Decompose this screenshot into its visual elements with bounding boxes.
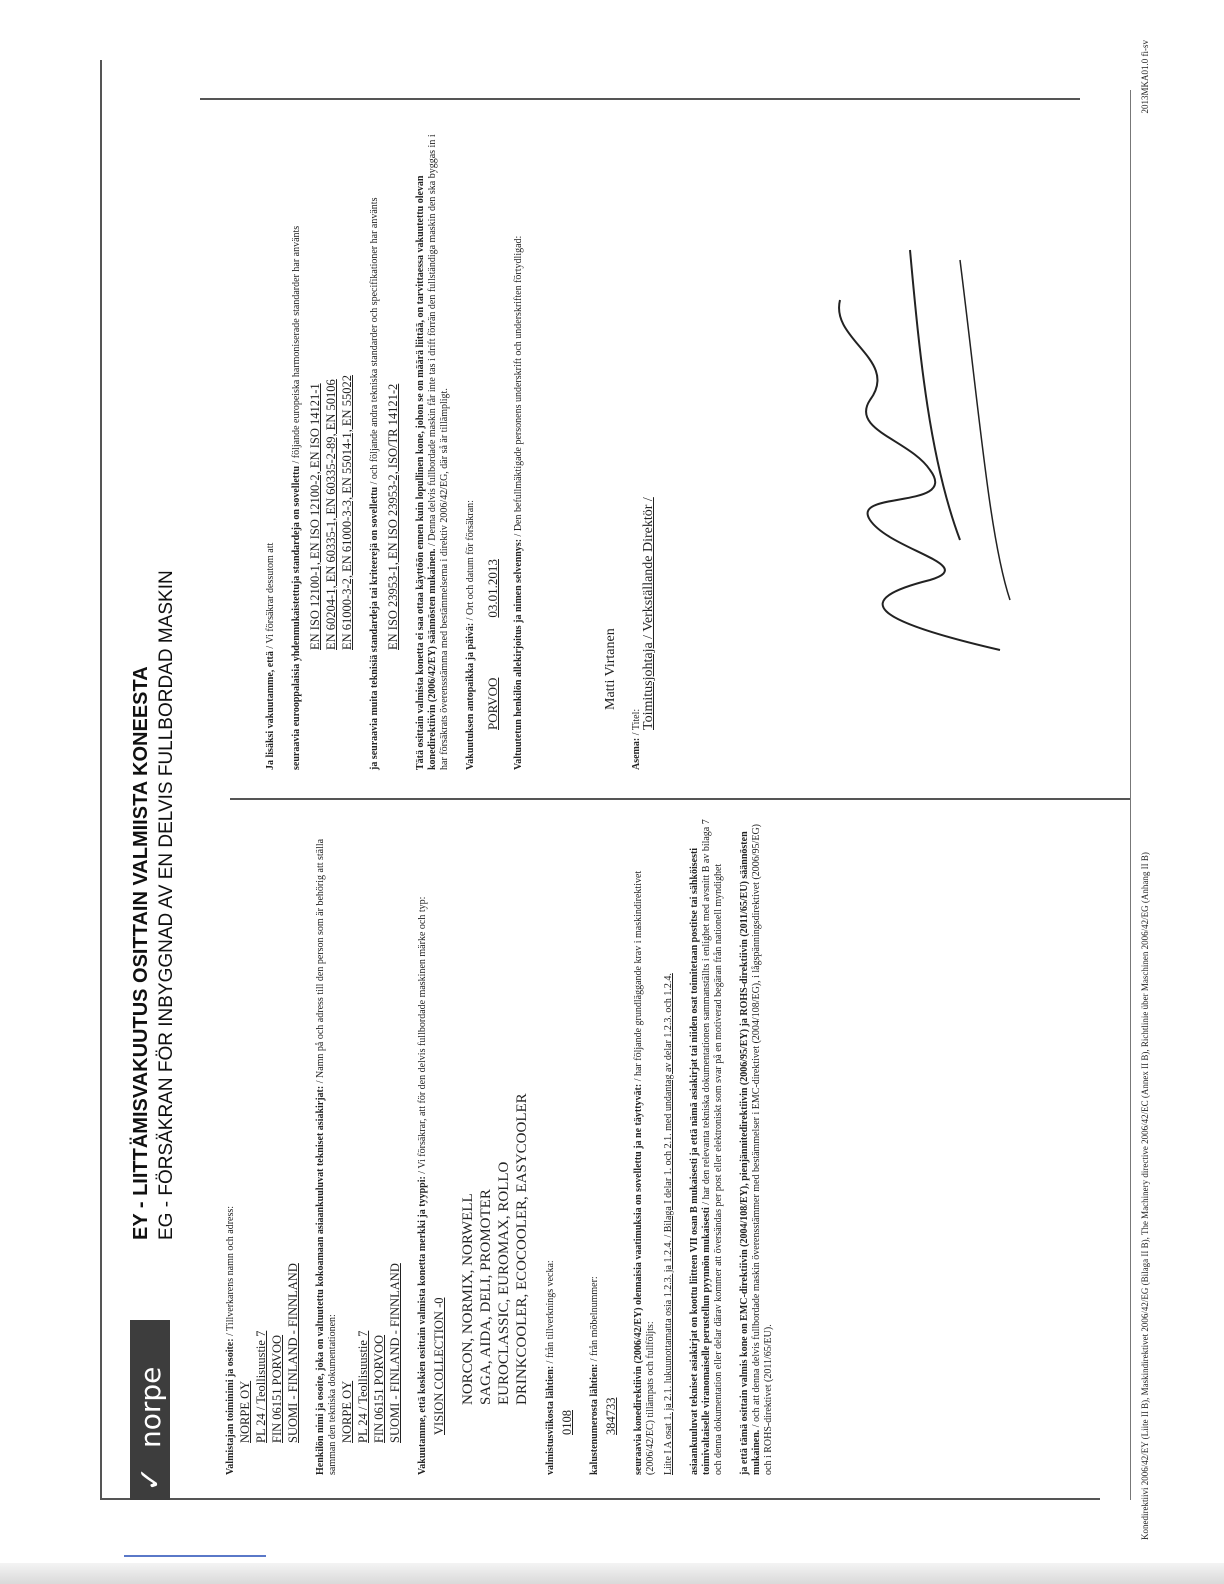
logo-text: norpe xyxy=(133,1366,167,1448)
footer-doc-code: 2013MKA01.0 fi-sv xyxy=(1140,40,1150,114)
place-block xyxy=(465,130,499,770)
title-value: Toimitusjohtaja / Verkställande Direktör / xyxy=(641,497,656,730)
date-value: 03.01.2013 xyxy=(485,559,500,618)
declaration-label xyxy=(417,815,429,1475)
rotated-document-sheet xyxy=(50,20,1170,1540)
documents-block xyxy=(689,815,725,1475)
harmonised-label xyxy=(291,130,303,770)
emc-label-sv: / och att denna delvis fullbordade maskin överensstämmer med bestämmelser i EMC-direktivet (2004/108/EG), i lågspänningsdirektivet (2006/95/EG) och i ROHS-direktivet (2011/65/EU). xyxy=(751,824,774,1475)
manufacturer-label-fi: Valmistajan toiminimi ja osoite: xyxy=(225,1338,236,1475)
furniture-value xyxy=(603,815,619,1475)
frame-line-middle xyxy=(230,798,1130,800)
frame-line-left xyxy=(100,1498,1100,1500)
address-line: SUOMI - FINLAND - FINNLAND xyxy=(388,1263,402,1443)
brand-line: EUROCLASSIC, EUROMAX, ROLLO xyxy=(496,1161,512,1405)
model-name: VISION COLLECTION -0 xyxy=(432,1297,446,1435)
requirements-label-fi: seuraavia konedirektiivin (2006/42/EY) olennaisia vaatimuksia on sovellettu ja ne täyttyvät: xyxy=(633,1083,644,1475)
requirements-annex: Liite I A osat 1. ja 2.1. lukuunottamatta osia 1.2.3. ja 1.2.4. / Bilaga I delar 1. och 2.1. med undantag av delar 1.2.3. och 1.2.4. xyxy=(663,973,674,1475)
furniture-block xyxy=(589,815,619,1475)
person-label xyxy=(315,815,339,1475)
title-block xyxy=(631,130,655,770)
furniture-label xyxy=(589,815,601,1475)
brand-line: SAGA, AIDA, DELI, PROMOTER xyxy=(478,1189,494,1405)
requirements-block xyxy=(633,815,675,1475)
harmonised-block xyxy=(291,130,355,770)
brand-line: DRINKCOOLER, ECOCOOLER, EASYCOOLER xyxy=(514,1093,530,1405)
right-column xyxy=(265,130,669,770)
manufacturer-label-sv: / Tillverkarens namn och adress: xyxy=(225,1205,236,1339)
use-restriction-fi: Tätä osittain valmista konetta ei saa ottaa käyttöön ennen kuin lopullinen kone, johon se on määrä liittää, on tarvittaessa vakuutettu olevan konedirektiivin (2006/42/EY) säännösten mukainen. xyxy=(415,175,438,770)
address-line: FIN 06151 PORVOO xyxy=(270,1334,284,1443)
manufacturer-label xyxy=(225,815,237,1475)
title-label-fi: Asema: xyxy=(631,737,642,770)
other-label xyxy=(369,130,381,770)
emc-block xyxy=(739,815,775,1475)
signature-label-fi: Valtuutetun henkilön allekirjoitus ja nimen selvennys: xyxy=(513,538,524,770)
place-label-sv: / Ort och datum för försäkran: xyxy=(465,500,476,623)
also-block xyxy=(265,130,277,770)
use-restriction-block xyxy=(415,130,451,770)
harmonised-label-sv: / följande europeiska harmoniserade standarder har använts xyxy=(291,225,302,466)
other-standards-block xyxy=(369,130,401,770)
footer-rule xyxy=(1130,90,1131,1500)
checkmark-icon: ✓ xyxy=(132,1466,168,1492)
emc-label-fi: ja että tämä osittain valmis kone on EMC-direktiivin (2004/108/EY), pienjännitedirektiivin (2006/95/EY) ja ROHS-direktiivin (2011/65/EU) säännösten mukainen. xyxy=(739,831,762,1475)
title-sv: EG - FÖRSÄKRAN FÖR INBYGGNAD AV EN DELVIS FULLBORDAD MASKIN xyxy=(156,570,177,1240)
standard-line: EN ISO 12100-1, EN ISO 12100-2, EN ISO 14121-1 xyxy=(308,383,322,650)
week-block xyxy=(545,815,575,1475)
place-label-fi: Vakuutuksen antopaikka ja päivä: xyxy=(465,622,476,770)
person-label-fi: Henkilön nimi ja osoite, joka on valtuutettu kokoamaan asiaankuuluvat tekniset asiakirjat: xyxy=(315,1085,326,1475)
also-label-fi: Ja lisäksi vakuutamme, että xyxy=(265,651,276,770)
furniture-label-fi: kalustenumerosta lähtien: xyxy=(589,1363,600,1475)
other-standards xyxy=(385,130,401,770)
left-column xyxy=(225,815,789,1475)
person-block xyxy=(315,815,403,1475)
documents-label-sv: / har den relevanta tekniska dokumentationen sammanställts i enlighet med avsnitt B av bilaga 7 och denna dokumentation eller delar därav kommer att översändas per post eller elektroniskt som svar på en motiverad begäran från nationell myndighet xyxy=(701,819,724,1475)
standard-line: EN 60204-1, EN 60335-1, EN 60335-2-89, EN 50106 xyxy=(324,379,338,650)
standard-line: EN ISO 23953-1, EN ISO 23953-2, ISO/TR 14121-2 xyxy=(386,383,400,650)
requirements-label-sv: / har följande grundläggande krav i maskindirektivet (2006/42/EC) tillämpats och fullföljts: xyxy=(633,870,656,1475)
person-address xyxy=(339,815,403,1475)
manufacturer-block xyxy=(225,815,301,1475)
page-bottom-edge xyxy=(0,1563,1224,1584)
address-line: NORPE OY xyxy=(238,1380,252,1443)
address-line: SUOMI - FINLAND - FINNLAND xyxy=(286,1263,300,1443)
use-restriction xyxy=(415,130,451,770)
week-number: 0108 xyxy=(560,1410,574,1435)
address-line: PL 24 / Teollisuustie 7 xyxy=(254,1330,268,1443)
week-label-sv: / från tillverknings vecka: xyxy=(545,1260,556,1366)
title-fi: EY - LIITTÄMISVAKUUTUS OSITTAIN VALMIISTA KONEESTA xyxy=(130,666,152,1240)
brand-line: NORCON, NORMIX, NORWELL xyxy=(460,1193,476,1405)
place-value: PORVOO xyxy=(485,677,500,730)
model-value xyxy=(431,815,447,1475)
norpe-logo xyxy=(130,1320,170,1500)
place-date-row xyxy=(487,130,499,770)
address-line: FIN 06151 PORVOO xyxy=(372,1334,386,1443)
emc-label xyxy=(739,815,775,1475)
handwritten-signature xyxy=(810,240,1030,660)
signature-label xyxy=(513,130,525,770)
blue-rule xyxy=(124,1555,266,1557)
declaration-label-fi: Vakuutamme, että koskien osittain valmista konetta merkki ja tyyppi: xyxy=(417,1176,428,1475)
week-label xyxy=(545,815,557,1475)
place-label xyxy=(465,130,477,770)
standard-line: EN 61000-3-2, EN 61000-3-3, EN 55014-1, EN 55022 xyxy=(340,375,354,650)
brand-list xyxy=(459,815,531,1475)
furniture-number: 384733 xyxy=(604,1397,618,1435)
manufacturer-address xyxy=(237,815,301,1475)
title-label-sv: / Titel: xyxy=(631,708,642,738)
week-value xyxy=(559,815,575,1475)
week-label-fi: valmistusviikosta lähtien: xyxy=(545,1365,556,1475)
frame-line-top xyxy=(100,60,102,1500)
signature-label-sv: / Den befullmäktigade personens underskrift och underskriften förtydligad: xyxy=(513,235,524,539)
declaration-block xyxy=(417,815,531,1475)
other-label-sv: / och följande andra tekniska standarder och specifikationer har använts xyxy=(369,197,380,487)
frame-line-right xyxy=(200,98,1080,100)
address-line: NORPE OY xyxy=(340,1380,354,1443)
signer-name: Matti Virtanen xyxy=(603,628,618,710)
documents-label-fi: asiaankuuluvat tekniset asiakirjat on koottu liitteen VII osan B mukaisesti ja että nämä asiakirjat tai niiden osat toimitetaan postitse tai sähköisesti toimivaltaiselle viranomaiselle perustellun pyynnön mukaisesti xyxy=(689,847,712,1475)
harmonised-label-fi: seuraavia eurooppalaisia yhdenmukaistettuja standardeja on sovellettu xyxy=(291,465,302,770)
footer-directive-text: Konedirektiivi 2006/42/EY (Liite II B), Maskindirektivet 2006/42/EG (Bilaga II B), The Machinery directive 2006/42/EC (Annex II B), Richtlinie über Maschinen 2006/42/EG (Anhang II B) xyxy=(1140,852,1150,1540)
person-label-sv: / Namn på och adress till den person som är behörig att ställa samman den tekniska dokumentationen: xyxy=(315,838,338,1475)
requirements-label xyxy=(633,815,657,1475)
furniture-label-sv: / från möbelnummer: xyxy=(589,1276,600,1364)
footer xyxy=(1140,40,1150,1540)
documents-label xyxy=(689,815,725,1475)
signature-block xyxy=(513,130,617,770)
address-line: PL 24 / Teollisuustie 7 xyxy=(356,1330,370,1443)
use-restriction-sv: / Denna delvis fullbordade maskin får inte tas i drift förrän den fullständiga maskin den ska byggas in i har försäkrats överensstämma med bestämmelserna i direktiv 2006/42/EG, där så är tillämpligt. xyxy=(427,134,450,770)
also-label xyxy=(265,130,277,770)
also-label-sv: / Vi försäkrar dessutom att xyxy=(265,542,276,652)
other-label-fi: ja seuraavia muita teknisiä standardeja tai kriteerejä on sovellettu xyxy=(369,486,380,770)
declaration-label-sv: / Vi försäkrar, att för den delvis fullbordade maskinen märke och typ: xyxy=(417,896,428,1177)
harmonised-standards xyxy=(307,130,355,770)
